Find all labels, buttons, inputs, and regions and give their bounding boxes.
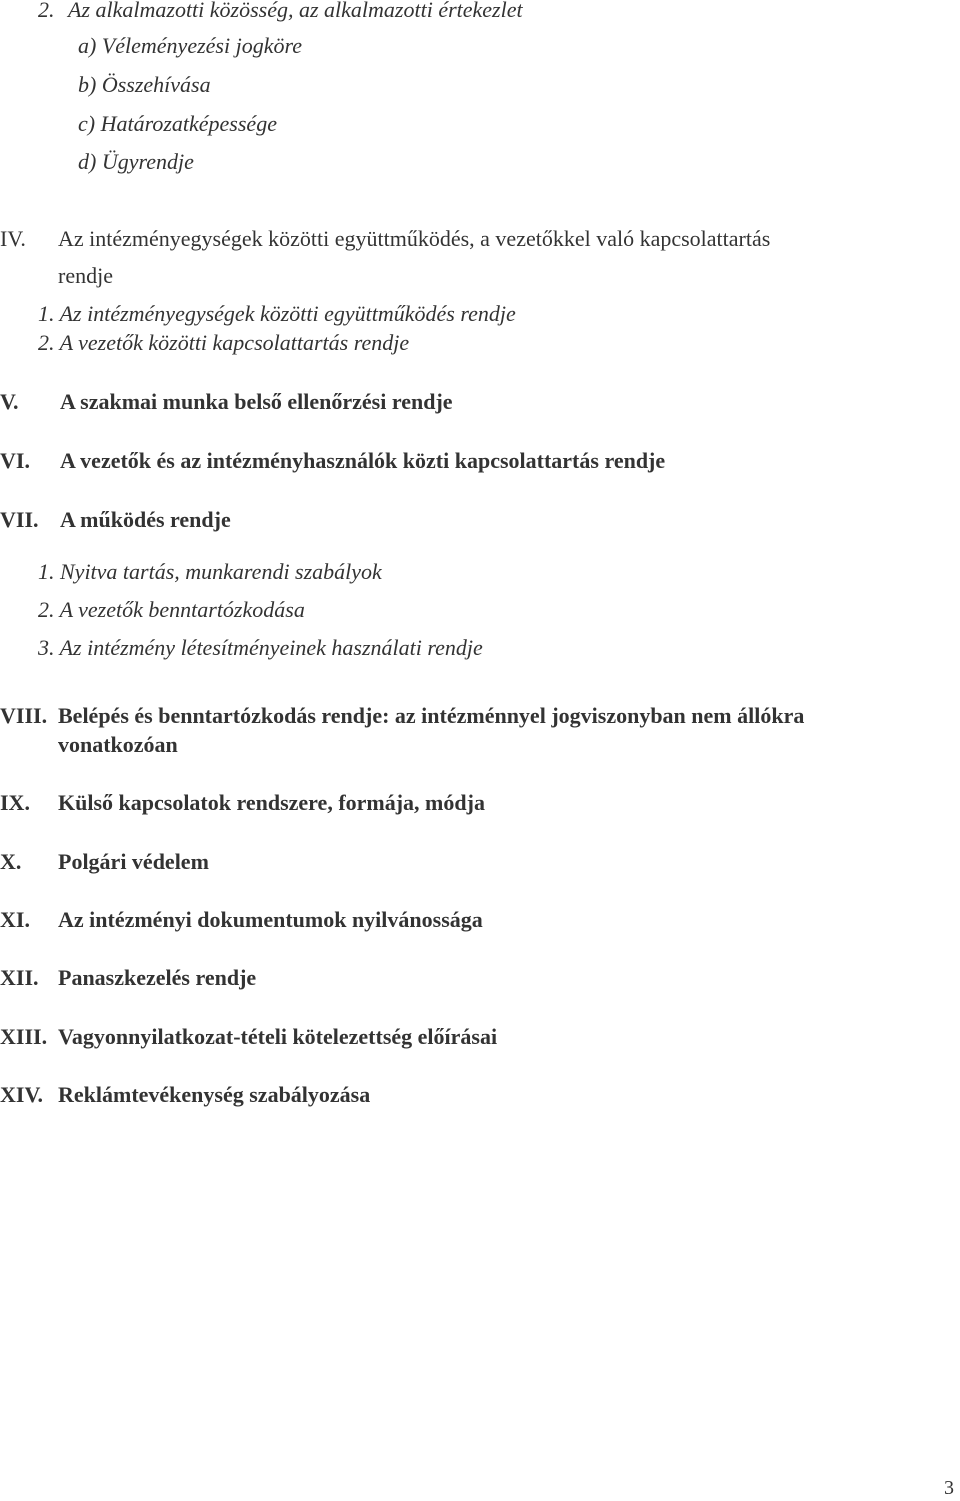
- section-2-item-a: a) Véleményezési jogköre: [78, 33, 302, 58]
- section-vi-title: A vezetők és az intézményhasználók közti kapcsolattartás rendje: [60, 448, 666, 473]
- section-2-item-b: b) Összehívása: [78, 72, 211, 97]
- section-ix-numeral: IX.: [0, 790, 30, 815]
- section-v-title: A szakmai munka belső ellenőrzési rendje: [60, 389, 453, 414]
- section-vii-item-3: 3. Az intézmény létesítményeinek használati rendje: [38, 635, 483, 660]
- section-xiv-title: Reklámtevékenység szabályozása: [58, 1082, 371, 1107]
- section-iv-item-2: 2. A vezetők közötti kapcsolattartás rendje: [38, 330, 410, 355]
- section-2-number: 2.: [38, 0, 55, 22]
- section-x-title: Polgári védelem: [58, 849, 209, 874]
- page-number: 3: [944, 1477, 954, 1499]
- section-v-numeral: V.: [0, 389, 19, 414]
- section-xi-numeral: XI.: [0, 907, 30, 932]
- section-vii-title: A működés rendje: [60, 507, 231, 532]
- section-viii-title-line2: vonatkozóan: [58, 732, 178, 757]
- section-2-item-c: c) Határozatképessége: [78, 111, 277, 136]
- section-viii-numeral: VIII.: [0, 703, 48, 728]
- section-xiii-numeral: XIII.: [0, 1024, 48, 1049]
- section-vi-numeral: VI.: [0, 448, 30, 473]
- section-xii-numeral: XII.: [0, 965, 39, 990]
- section-x-numeral: X.: [0, 849, 22, 874]
- section-xi-title: Az intézményi dokumentumok nyilvánossága: [58, 907, 483, 932]
- section-iv-numeral: IV.: [0, 226, 26, 251]
- section-iv-title-line1: Az intézményegységek közötti együttműködés, a vezetőkkel való kapcsolattartás: [58, 226, 771, 251]
- section-viii-title-line1: Belépés és benntartózkodás rendje: az intézménnyel jogviszonyban nem állókra: [58, 703, 805, 728]
- section-iv-title-line2: rendje: [58, 263, 113, 288]
- section-ix-title: Külső kapcsolatok rendszere, formája, módja: [58, 790, 485, 815]
- section-xiii-title: Vagyonnyilatkozat-tételi kötelezettség előírásai: [58, 1024, 498, 1049]
- section-vii-numeral: VII.: [0, 507, 39, 532]
- section-xii-title: Panaszkezelés rendje: [58, 965, 257, 990]
- section-vii-item-2: 2. A vezetők benntartózkodása: [38, 597, 305, 622]
- section-vii-item-1: 1. Nyitva tartás, munkarendi szabályok: [38, 559, 382, 584]
- section-iv-item-1: 1. Az intézményegységek közötti együttműködés rendje: [38, 301, 516, 326]
- section-2-item-d: d) Ügyrendje: [78, 149, 194, 174]
- section-2-title: Az alkalmazotti közösség, az alkalmazotti értekezlet: [68, 0, 523, 22]
- section-xiv-numeral: XIV.: [0, 1082, 44, 1107]
